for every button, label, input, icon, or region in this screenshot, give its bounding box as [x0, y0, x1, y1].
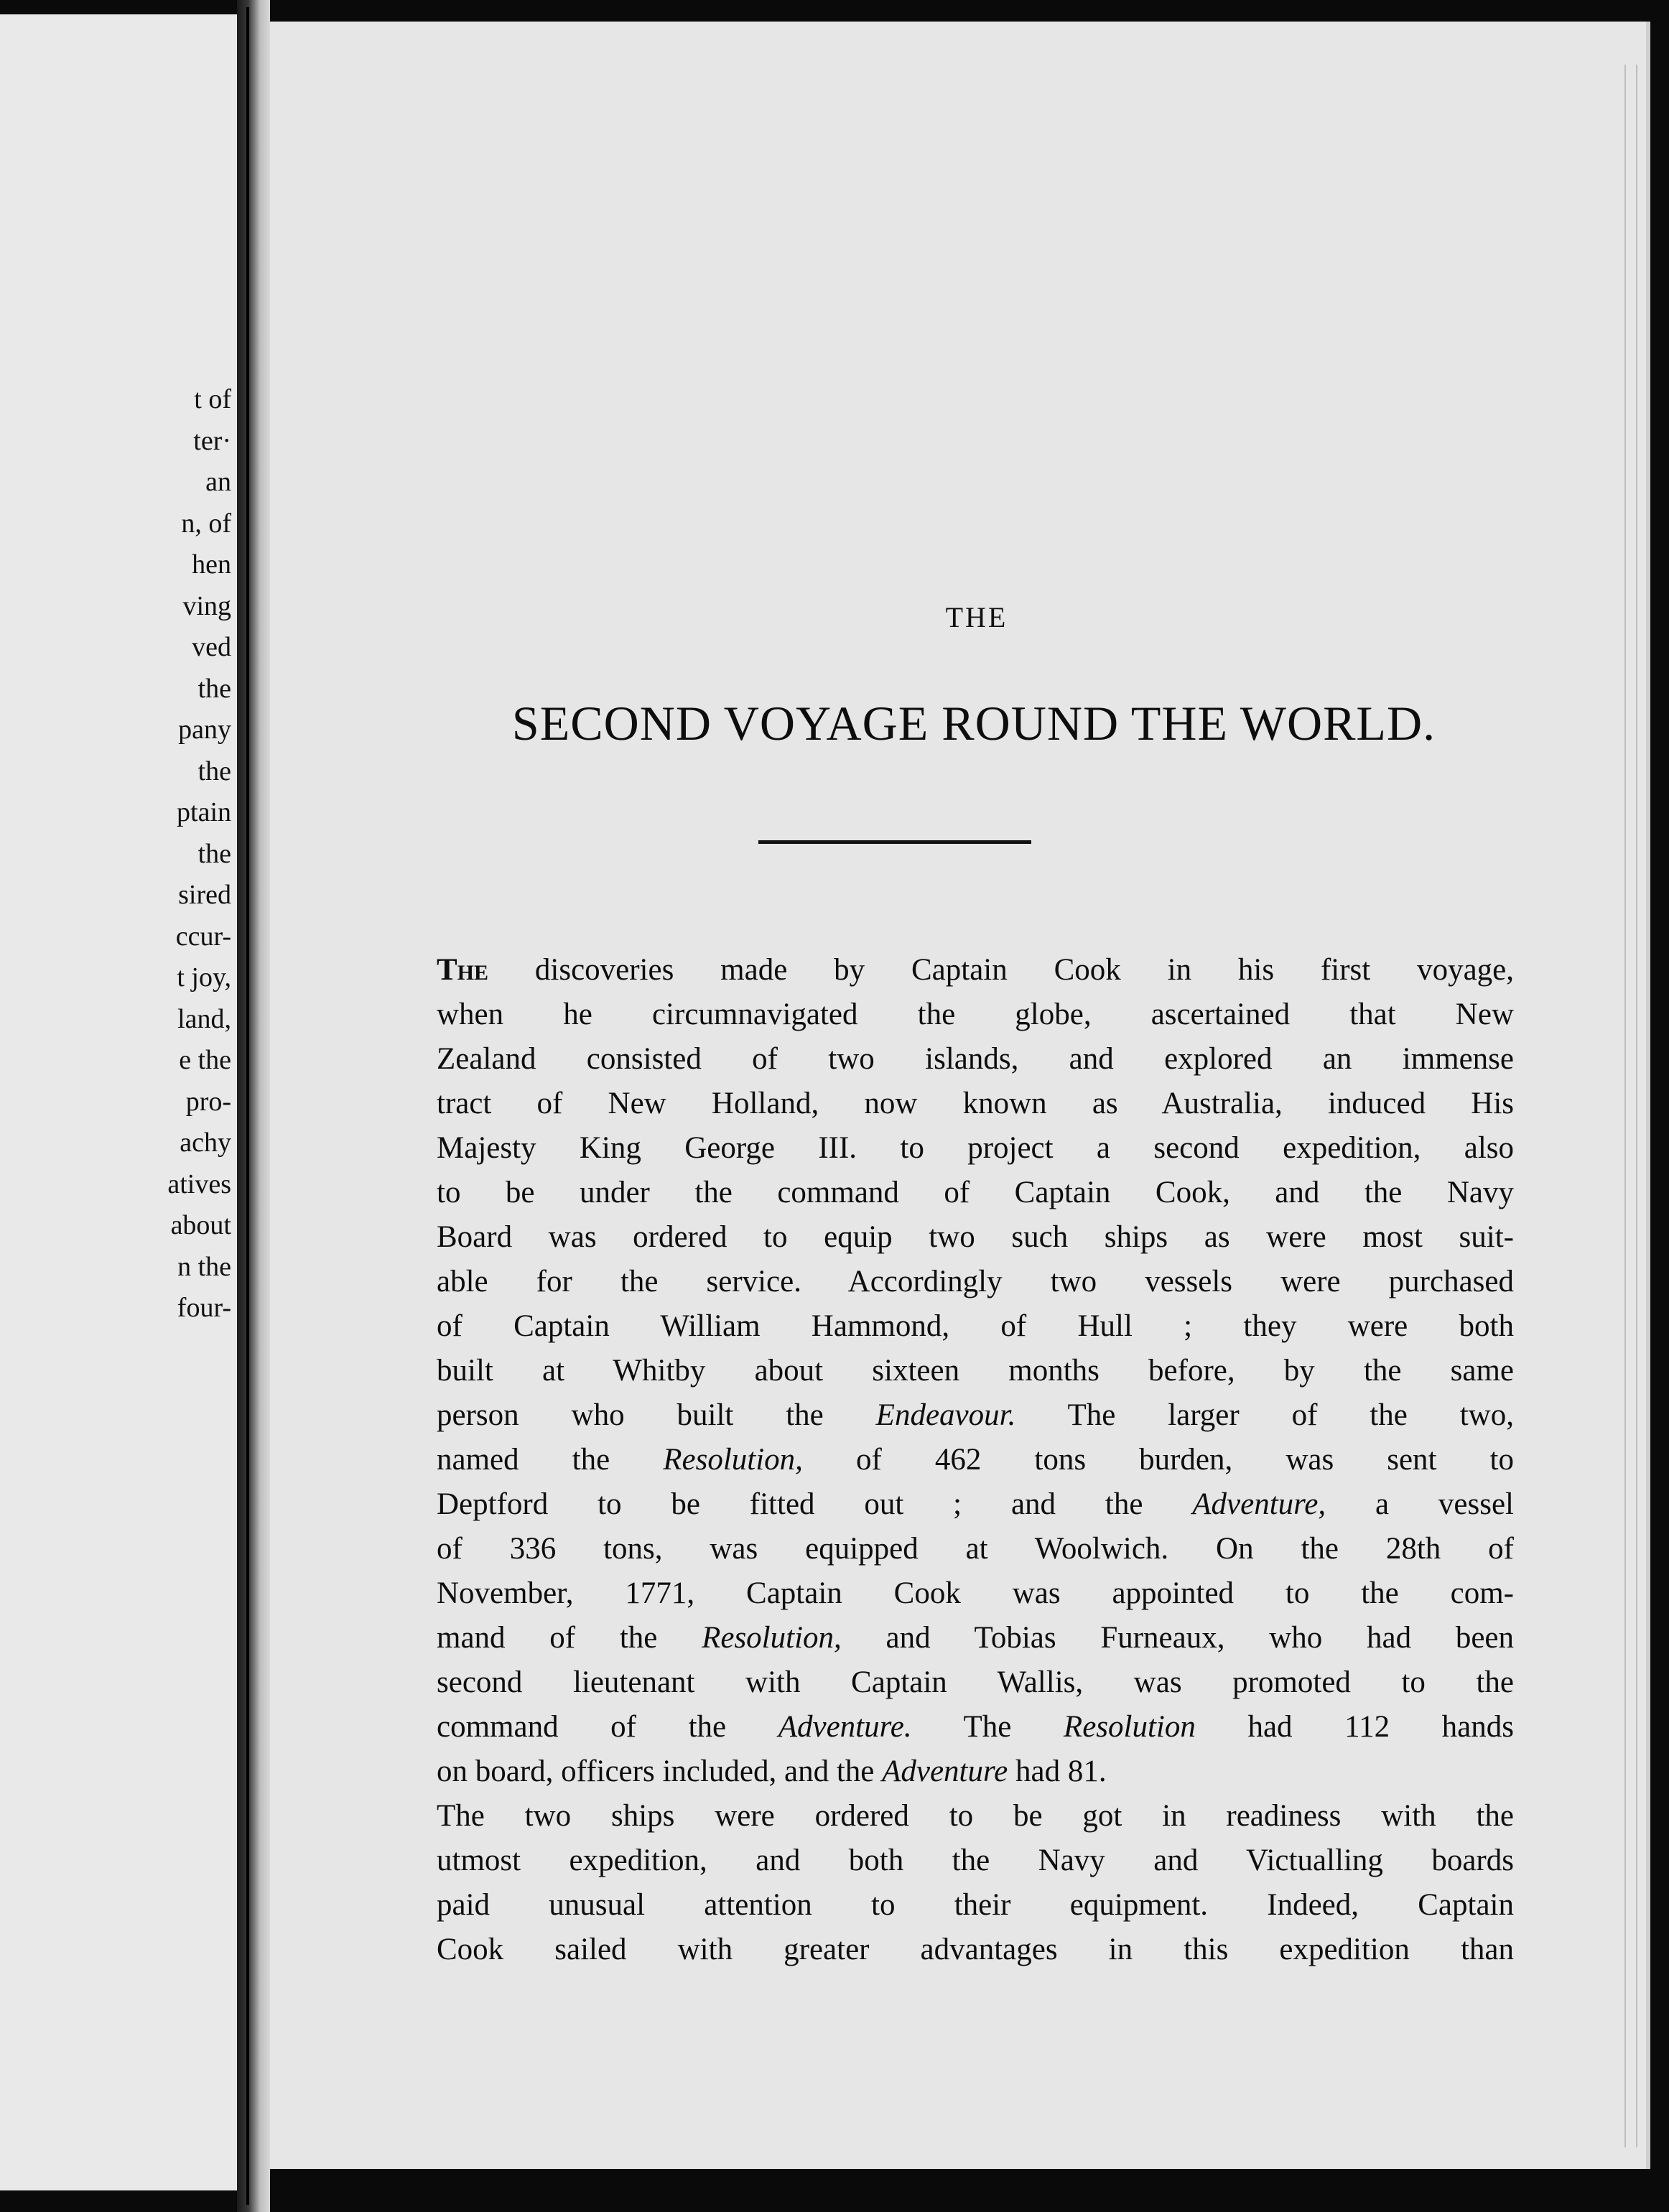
- body-text-run: Majesty King George III. to project a second expedition, also: [437, 1131, 1514, 1165]
- left-page-line: ptain: [177, 797, 231, 827]
- italic-ship-name: Adventure,: [1192, 1487, 1326, 1521]
- body-text-run: able for the service. Accordingly two vessels were purchased: [437, 1265, 1514, 1298]
- left-page-line: land,: [177, 1003, 231, 1034]
- body-line: [437, 1082, 1514, 1126]
- page-edge: [1624, 65, 1637, 2147]
- body-line: [437, 1571, 1514, 1616]
- left-page-line: about: [170, 1210, 231, 1240]
- body-text-run: and Tobias Furneaux, who had been: [841, 1621, 1514, 1655]
- italic-ship-name: Adventure: [882, 1755, 1008, 1788]
- left-page-line: t joy,: [177, 962, 231, 993]
- italic-ship-name: Resolution,: [663, 1443, 803, 1477]
- left-page-line: t of: [194, 384, 231, 414]
- body-text: [437, 948, 1514, 1972]
- body-line: [437, 1037, 1514, 1082]
- body-text-run: November, 1771, Captain Cook was appointed to the com-: [437, 1576, 1514, 1610]
- gutter-line: [246, 7, 249, 2205]
- right-page: [270, 22, 1650, 2169]
- left-page-line: n the: [177, 1251, 231, 1282]
- body-line: [437, 1126, 1514, 1171]
- left-page-line: n, of: [181, 508, 231, 539]
- book-gutter: [237, 0, 270, 2212]
- body-line: [437, 1928, 1514, 1972]
- italic-ship-name: Resolution: [1063, 1710, 1196, 1744]
- body-line: [437, 1349, 1514, 1393]
- body-line: [437, 1171, 1514, 1215]
- body-text-run: utmost expedition, and both the Navy and Victualling boards: [437, 1844, 1514, 1877]
- italic-ship-name: Resolution,: [702, 1621, 842, 1655]
- body-text-run: paid unusual attention to their equipment. Indeed, Captain: [437, 1888, 1514, 1922]
- body-line: [437, 1883, 1514, 1928]
- body-line: [437, 1438, 1514, 1482]
- body-text-run: when he circumnavigated the globe, ascertained that New: [437, 998, 1514, 1031]
- body-text-run: a vessel: [1326, 1487, 1515, 1521]
- body-text-run: named the: [437, 1443, 664, 1477]
- left-page-line: pany: [178, 715, 231, 745]
- left-page-line: ter·: [193, 425, 231, 456]
- body-line: [437, 1215, 1514, 1260]
- body-text-run: Zealand consisted of two islands, and explored an immense: [437, 1042, 1514, 1076]
- body-text-run: The larger of the two,: [1015, 1398, 1514, 1432]
- body-text-run: of 462 tons burden, was sent to: [802, 1443, 1514, 1477]
- body-text-run: had 112 hands: [1195, 1710, 1515, 1744]
- body-line: [437, 1749, 1514, 1794]
- left-page-line: achy: [180, 1128, 231, 1158]
- body-text-run: Cook sailed with greater advantages in this expedition than: [437, 1933, 1514, 1966]
- left-page-line: the: [197, 756, 231, 786]
- body-line: [437, 1260, 1514, 1304]
- body-line: [437, 1482, 1514, 1527]
- body-text-run: command of the: [437, 1710, 778, 1744]
- body-text-run: had 81.: [1008, 1755, 1107, 1788]
- chapter-title: SECOND VOYAGE ROUND THE WORLD.: [511, 696, 1436, 750]
- left-page-line: ccur-: [175, 921, 231, 952]
- left-page-line: ving: [182, 590, 231, 621]
- left-page-line: atives: [167, 1168, 231, 1199]
- body-line: [437, 1794, 1514, 1839]
- left-facing-page: [0, 14, 237, 2190]
- left-page-text-fragments: [167, 379, 231, 1329]
- body-text-run: The two ships were ordered to be got in readiness with the: [437, 1799, 1514, 1833]
- left-page-line: sired: [178, 880, 231, 910]
- body-text-run: of 336 tons, was equipped at Woolwich. On the 28th of: [437, 1532, 1514, 1566]
- body-line: [437, 1839, 1514, 1883]
- body-text-run: of Captain William Hammond, of Hull ; they were both: [437, 1309, 1514, 1343]
- body-text-run: built at Whitby about sixteen months before, by the same: [437, 1354, 1514, 1388]
- left-page-line: the: [197, 673, 231, 704]
- body-text-run: to be under the command of Captain Cook, and the Navy: [437, 1176, 1514, 1209]
- body-text-run: Board was ordered to equip two such ships as were most suit-: [437, 1220, 1514, 1254]
- body-line: [437, 1705, 1514, 1749]
- body-text-run: tract of New Holland, now known as Australia, induced His: [437, 1087, 1514, 1120]
- body-line: [437, 948, 1514, 993]
- body-line: [437, 1527, 1514, 1571]
- body-text-run: second lieutenant with Captain Wallis, was promoted to the: [437, 1665, 1514, 1699]
- left-page-line: hen: [192, 549, 231, 580]
- left-page-line: four-: [177, 1293, 231, 1323]
- body-text-run: mand of the: [437, 1621, 702, 1655]
- body-text-run: Deptford to be fitted out ; and the: [437, 1487, 1193, 1521]
- body-line: [437, 1660, 1514, 1705]
- left-page-line: pro-: [185, 1086, 231, 1117]
- heading-the: THE: [945, 601, 1008, 633]
- italic-ship-name: Adventure.: [778, 1710, 912, 1744]
- italic-ship-name: Endeavour.: [875, 1398, 1016, 1432]
- title-rule-divider: [758, 840, 1031, 844]
- left-page-line: e the: [179, 1045, 231, 1075]
- left-page-line: an: [205, 467, 231, 497]
- small-caps-opening: The: [437, 953, 489, 987]
- left-page-line: the: [197, 838, 231, 869]
- body-text-run: discoveries made by Captain Cook in his first voyage,: [488, 953, 1514, 987]
- body-line: [437, 993, 1514, 1037]
- left-page-line: ved: [192, 632, 231, 662]
- body-line: [437, 1393, 1514, 1438]
- body-text-run: person who built the: [437, 1398, 876, 1432]
- body-text-run: The: [911, 1710, 1064, 1744]
- body-line: [437, 1616, 1514, 1660]
- body-text-run: on board, officers included, and the: [437, 1755, 883, 1788]
- body-line: [437, 1304, 1514, 1349]
